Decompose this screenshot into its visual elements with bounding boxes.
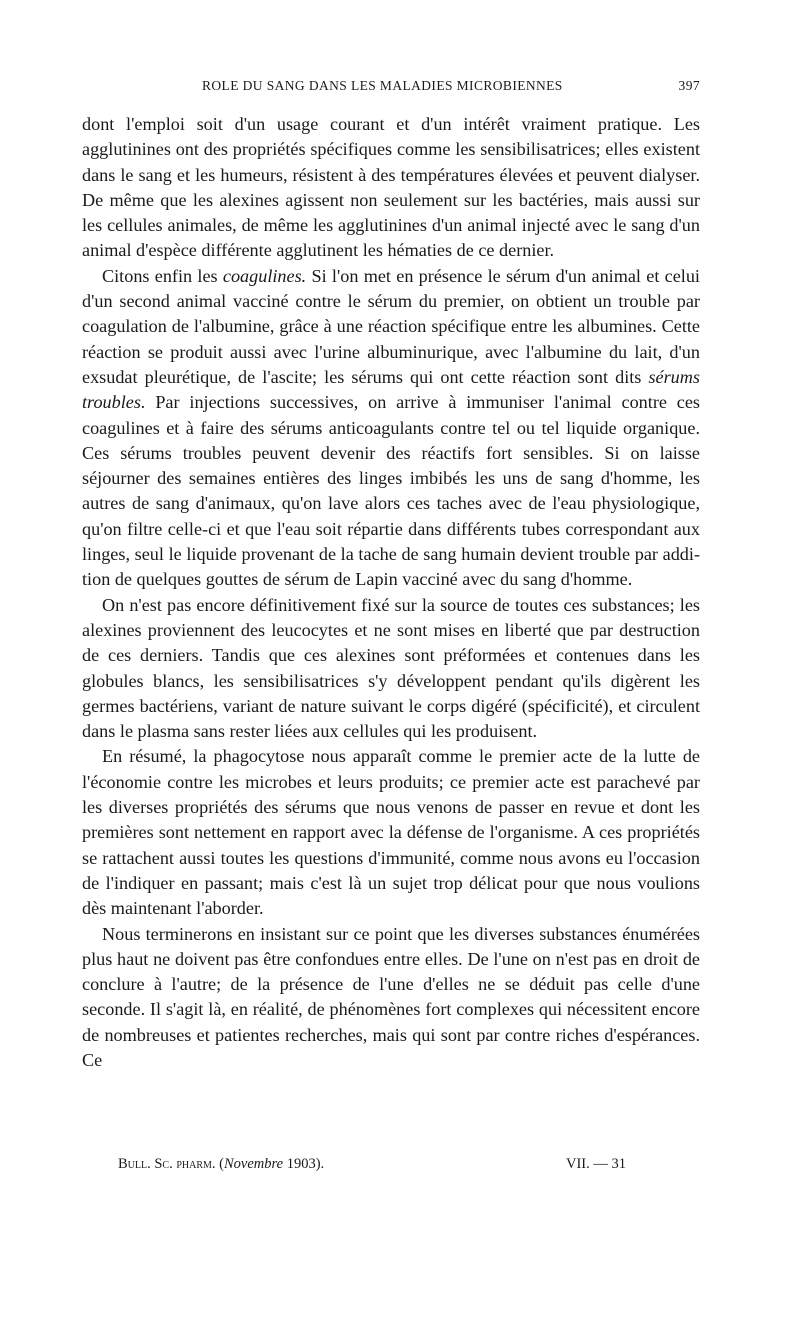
journal-name: Bull. Sc. pharm.	[118, 1156, 216, 1172]
paragraph-2-pre: Citons enfin les	[102, 265, 223, 286]
date-close: 1903).	[283, 1156, 325, 1172]
page-header	[82, 78, 700, 100]
page-footer	[82, 1156, 700, 1178]
journal-citation	[118, 1156, 324, 1173]
issue-month: Novembre	[224, 1156, 284, 1172]
page-number: 397	[678, 78, 700, 93]
body-text	[82, 112, 700, 1073]
paragraph-4: En résumé, la phagocytose nous apparaît comme le premier acte de la lutte de l'économie contre les microbes et leurs produits; ce premier acte est parachevé par les diverses propriétés des sérums que nous venons de passer en revue et dont les premières sont nettement en rapport avec la défense de l'organisme. A ces propriétés se rattachent aussi toutes les questions d'immunité, comme nous avons eu l'occasion de l'indiquer en passant; mais c'est là un sujet trop délicat pour que nous voulions dès maintenant l'aborder.	[82, 746, 700, 919]
running-title: ROLE DU SANG DANS LES MALADIES MICROBIENNES	[202, 78, 563, 93]
paragraph-3: On n'est pas encore définitivement fixé sur la source de toutes ces substances; les alexines proviennent des leucocytes et ne sont mises en liberté que par destruction de ces derniers. Tandis que ces alexines sont préformées et contenues dans les globules blancs, les sensibilisatrices s'y développent pendant qu'ils digèrent les germes bactériens, variant de nature suivant le corps digéré (spécificité), et circulent dans le plasma sans rester liées aux cellules qui les produisent.	[82, 594, 700, 742]
term-serums-troubles: sérums troubles.	[82, 366, 700, 413]
term-coagulines: coagulines.	[222, 265, 307, 286]
paragraph-2-mid: Si l'on met en présence le sérum d'un animal et celui d'un second animal vacciné contre le sérum du premier, on obtient un trouble par coagulation de l'albumine, grâce à une réaction spécifique entre les albumines. Cette réaction se produit aussi avec l'urine albuminurique, avec l'albumine du lait, d'un exsudat pleurétique, de l'ascite; les sérums qui ont cette réaction sont dits	[82, 265, 700, 387]
paragraph-1: dont l'emploi soit d'un usage courant et d'un intérêt vraiment pratique. Les agglutinines ont des propriétés spécifiques comme les sensibilisatrices; elles existent dans le sang et les humeurs, résistent à des températures élevées et peuvent dialyser. De même que les alexines agissent non seulement sur les bactéries, mais aussi sur les cellules animales, de même les agglutinines d'un animal injecté avec le sang d'un animal d'espèce différente agglutinent les hématies de ce dernier.	[82, 114, 700, 261]
paragraph-2-post: Par injections successives, on arrive à immuniser l'animal contre ces coagulines et à faire des sérums anticoagulants contre tel ou tel liquide organique. Ces sérums troubles peuvent devenir des réactifs fort sensibles. Si on laisse séjourner des semaines entières des linges imbibés les uns de sang d'homme, les autres de sang d'animaux, qu'on lave alors ces taches avec de l'eau physiologique, qu'on filtre celle-ci et que l'eau soit répartie dans différents tubes correspondant aux linges, seul le liquide provenant de la tache de sang humain devient trouble par addition de quelques gouttes de sérum de Lapin vacciné avec du sang d'homme.	[82, 392, 700, 590]
paragraph-5: Nous terminerons en insistant sur ce point que les diverses substances énumérées plus haut ne doivent pas être confondues entre elles. De l'une on n'est pas en droit de conclure à l'autre; de la présence de l'une d'elles ne se déduit pas celle d'une seconde. Il s'agit là, en réalité, de phénomènes fort complexes qui nécessitent encore de nombreuses et patientes recherches, mais qui sont par contre riches d'espérances. Ce	[82, 923, 700, 1070]
signature-mark: VII. — 31	[566, 1156, 627, 1172]
date-open: (	[215, 1156, 225, 1172]
paragraph-2	[82, 264, 700, 593]
